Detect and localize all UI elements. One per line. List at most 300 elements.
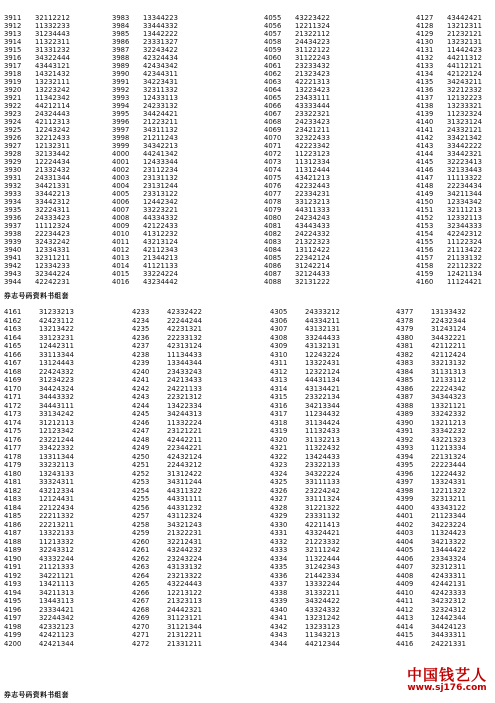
- serial-number: 4009: [112, 222, 130, 230]
- code-value: 43443433: [295, 222, 330, 230]
- serial-number: 4176: [4, 435, 22, 444]
- code-value: 31121344: [167, 622, 202, 631]
- serial-number: 4164: [4, 333, 22, 342]
- serial-number: 4084: [264, 246, 282, 254]
- serial-number: 4011: [112, 238, 130, 246]
- code-value: 42332422: [167, 308, 202, 316]
- code-value: 12421134: [447, 270, 482, 278]
- serial-number: 4242: [132, 384, 150, 393]
- serial-number: 4309: [270, 342, 288, 350]
- serial-number: 4321: [270, 444, 288, 452]
- code-value: 12243242: [35, 126, 70, 134]
- code-value: 43134421: [305, 384, 340, 393]
- serial-number: 3998: [112, 134, 130, 142]
- code-value: 21312211: [167, 631, 202, 639]
- code-value: 32311211: [35, 254, 70, 262]
- serial-number: 3928: [4, 150, 22, 158]
- code-value: 44112121: [447, 62, 482, 70]
- serial-number: 4008: [112, 214, 130, 222]
- serial-number: 3925: [4, 126, 22, 134]
- code-value: 33244433: [305, 333, 340, 342]
- code-value: 44311322: [167, 486, 202, 495]
- code-value: 34324422: [305, 597, 340, 605]
- serial-number: 4255: [132, 495, 150, 503]
- code-value: 33444332: [143, 22, 178, 30]
- serial-number: 4131: [416, 46, 434, 54]
- serial-number: 4016: [112, 278, 130, 286]
- serial-number: 3988: [112, 54, 130, 62]
- code-value: 43112324: [167, 512, 202, 520]
- serial-number: 4404: [396, 537, 414, 546]
- code-value: 42122124: [447, 70, 482, 78]
- serial-number: 4087: [264, 270, 282, 278]
- serial-number: 3926: [4, 134, 22, 142]
- serial-number: 4169: [4, 376, 22, 384]
- serial-number: 4165: [4, 342, 22, 350]
- code-value: 13232111: [35, 78, 70, 86]
- code-value: 32212433: [35, 134, 70, 142]
- code-value: 24333423: [35, 214, 70, 222]
- code-value: 42313124: [167, 342, 202, 350]
- code-value: 44212344: [305, 639, 340, 648]
- serial-number: 4141: [416, 126, 434, 134]
- code-value: 31243124: [431, 325, 466, 333]
- code-value: 22342124: [295, 254, 330, 262]
- serial-number: 3912: [4, 22, 22, 30]
- serial-number: 4381: [396, 342, 414, 350]
- serial-number: 4136: [416, 86, 434, 94]
- serial-number: 4184: [4, 503, 22, 512]
- code-value: 13322133: [39, 529, 74, 537]
- code-value: 44431134: [305, 376, 340, 384]
- serial-number: 3944: [4, 278, 22, 286]
- serial-number: 4155: [416, 238, 434, 246]
- serial-number: 4192: [4, 571, 22, 580]
- code-value: 31122122: [295, 46, 330, 54]
- code-value: 42112313: [35, 118, 70, 126]
- serial-number: 4330: [270, 520, 288, 529]
- code-value: 32112212: [35, 14, 70, 22]
- site-watermark: [407, 668, 487, 693]
- code-value: 23112234: [143, 166, 178, 174]
- code-value: 42112211: [431, 342, 466, 350]
- serial-number: 4002: [112, 166, 130, 174]
- code-value: 22334231: [295, 190, 330, 198]
- code-value: 13444422: [431, 546, 466, 554]
- serial-number: 4416: [396, 639, 414, 648]
- code-value: 41121133: [143, 262, 178, 270]
- serial-number: 3983: [112, 14, 130, 22]
- code-value: 12334233: [35, 262, 70, 270]
- serial-number: 4387: [396, 393, 414, 401]
- code-value: 23224242: [305, 486, 340, 495]
- code-value: 11234432: [305, 410, 340, 418]
- code-value: 23334421: [39, 605, 74, 614]
- serial-number: 4393: [396, 444, 414, 452]
- serial-number: 4189: [4, 546, 22, 554]
- serial-number: 4405: [396, 546, 414, 554]
- serial-number: 4392: [396, 435, 414, 444]
- serial-number: 4252: [132, 469, 150, 478]
- serial-number: 4012: [112, 246, 130, 254]
- serial-number: 4179: [4, 461, 22, 469]
- serial-number: 4384: [396, 367, 414, 376]
- serial-number: 4200: [4, 639, 22, 648]
- serial-number: 3992: [112, 86, 130, 94]
- serial-number: 4402: [396, 520, 414, 529]
- serial-number: 3911: [4, 14, 22, 22]
- code-value: 24332121: [447, 126, 482, 134]
- serial-number: 4196: [4, 605, 22, 614]
- serial-number: 4388: [396, 401, 414, 410]
- code-value: 32212332: [447, 86, 482, 94]
- serial-number: 4333: [270, 546, 288, 554]
- code-value: 33111133: [305, 478, 340, 486]
- serial-number: 4157: [416, 254, 434, 262]
- serial-number: 4317: [270, 410, 288, 418]
- serial-number: 4197: [4, 614, 22, 622]
- serial-number: 4260: [132, 537, 150, 546]
- code-value: 33123213: [295, 198, 330, 206]
- code-value: 12442311: [39, 342, 74, 350]
- serial-number: 4243: [132, 393, 150, 401]
- code-value: 22424332: [39, 367, 74, 376]
- serial-number: 4407: [396, 563, 414, 571]
- serial-number: 4076: [264, 182, 282, 190]
- code-value: 42231321: [167, 325, 202, 333]
- code-value: 13133432: [431, 308, 466, 316]
- code-value: 12243224: [305, 350, 340, 359]
- serial-number: 4415: [396, 631, 414, 639]
- code-value: 42112343: [143, 246, 178, 254]
- code-value: 11134433: [167, 350, 202, 359]
- code-value: 34342213: [143, 142, 178, 150]
- serial-number: 4195: [4, 597, 22, 605]
- serial-number: 4261: [132, 546, 150, 554]
- code-value: 13443113: [39, 597, 74, 605]
- serial-number: 4380: [396, 333, 414, 342]
- code-value: 43212334: [39, 486, 74, 495]
- serial-number: 4326: [270, 486, 288, 495]
- serial-number: 3990: [112, 70, 130, 78]
- serial-number: 4085: [264, 254, 282, 262]
- serial-number: 4015: [112, 270, 130, 278]
- code-value: 31221322: [305, 503, 340, 512]
- serial-number: 4272: [132, 639, 150, 648]
- serial-number: 3938: [4, 230, 22, 238]
- serial-number: 3935: [4, 206, 22, 214]
- serial-number: 3939: [4, 238, 22, 246]
- serial-number: 4004: [112, 182, 130, 190]
- code-value: 32111213: [447, 206, 482, 214]
- code-value: 34232312: [431, 597, 466, 605]
- code-value: 21223211: [143, 118, 178, 126]
- code-value: 13424433: [305, 452, 340, 461]
- code-value: 33224224: [143, 270, 178, 278]
- block-caption-bottom: 券志号码资料书组套: [4, 691, 69, 699]
- serial-number: 4249: [132, 444, 150, 452]
- code-value: 31123121: [167, 614, 202, 622]
- serial-number: 4246: [132, 418, 150, 427]
- serial-number: 4327: [270, 495, 288, 503]
- code-value: 33442321: [447, 150, 482, 158]
- code-value: 42432124: [167, 452, 202, 461]
- code-value: 43132131: [305, 325, 340, 333]
- code-value: 33442312: [35, 198, 70, 206]
- serial-number: 4128: [416, 22, 434, 30]
- serial-number: 4139: [416, 110, 434, 118]
- code-value: 21323423: [295, 70, 330, 78]
- serial-number: 4306: [270, 316, 288, 325]
- code-value: 21323113: [167, 597, 202, 605]
- serial-number: 4377: [396, 308, 414, 316]
- code-value: 24434223: [295, 38, 330, 46]
- serial-number: 4188: [4, 537, 22, 546]
- serial-number: 3931: [4, 174, 22, 182]
- code-value: 11342342: [35, 94, 70, 102]
- code-value: 43443121: [35, 62, 70, 70]
- serial-number: 4006: [112, 198, 130, 206]
- serial-number: 4150: [416, 198, 434, 206]
- code-value: 12224432: [431, 469, 466, 478]
- serial-number: 4241: [132, 376, 150, 384]
- code-value: 32344333: [447, 222, 482, 230]
- serial-number: 4256: [132, 503, 150, 512]
- serial-number: 4408: [396, 571, 414, 580]
- code-value: 13233123: [305, 622, 340, 631]
- code-value: 11124421: [447, 278, 482, 286]
- code-value: 43333444: [295, 102, 330, 110]
- code-value: 32212431: [167, 537, 202, 546]
- serial-number: 4268: [132, 605, 150, 614]
- code-value: 21123344: [431, 512, 466, 520]
- serial-number: 4382: [396, 350, 414, 359]
- code-value: 42423333: [431, 588, 466, 597]
- code-value: 22211332: [39, 512, 74, 520]
- code-value: 11223123: [295, 150, 330, 158]
- code-value: 13322431: [305, 359, 340, 367]
- serial-number: 4081: [264, 222, 282, 230]
- serial-number: 4262: [132, 554, 150, 563]
- serial-number: 4383: [396, 359, 414, 367]
- code-value: 34223224: [431, 520, 466, 529]
- code-value: 14321432: [35, 70, 70, 78]
- code-value: 13421113: [39, 580, 74, 588]
- code-value: 44334332: [143, 214, 178, 222]
- code-value: 42324434: [143, 54, 178, 62]
- serial-number: 3985: [112, 30, 130, 38]
- code-value: 13212311: [447, 22, 482, 30]
- serial-number: 4318: [270, 418, 288, 427]
- code-value: 13243133: [39, 469, 74, 478]
- serial-number: 3923: [4, 110, 22, 118]
- code-value: 21232121: [447, 30, 482, 38]
- code-value: 34424324: [39, 384, 74, 393]
- code-value: 13112422: [295, 246, 330, 254]
- code-value: 13344223: [143, 14, 178, 22]
- code-value: 34223431: [143, 78, 178, 86]
- code-value: 43421213: [295, 174, 330, 182]
- serial-number: 4237: [132, 342, 150, 350]
- code-value: 22234434: [447, 182, 482, 190]
- code-value: 12433113: [143, 94, 178, 102]
- code-value: 11213332: [39, 537, 74, 546]
- serial-number: 4187: [4, 529, 22, 537]
- serial-number: 4130: [416, 38, 434, 46]
- serial-number: 4386: [396, 384, 414, 393]
- code-value: 44241342: [143, 150, 178, 158]
- serial-number: 4233: [132, 308, 150, 316]
- code-value: 11312444: [295, 166, 330, 174]
- serial-number: 4332: [270, 537, 288, 546]
- code-value: 43234442: [143, 278, 178, 286]
- code-value: 34424123: [431, 622, 466, 631]
- code-value: 24224332: [295, 230, 330, 238]
- code-value: 33442213: [35, 190, 70, 198]
- code-value: 24324443: [35, 110, 70, 118]
- code-value: 31312422: [167, 469, 202, 478]
- serial-number: 4414: [396, 622, 414, 631]
- code-value: 42211413: [305, 520, 340, 529]
- serial-number: 3994: [112, 102, 130, 110]
- serial-number: 4167: [4, 359, 22, 367]
- serial-number: 4251: [132, 461, 150, 469]
- serial-number: 4236: [132, 333, 150, 342]
- serial-number: 4240: [132, 367, 150, 376]
- code-value: 34432221: [431, 333, 466, 342]
- serial-number: 4342: [270, 622, 288, 631]
- code-value: 31242214: [295, 262, 330, 270]
- serial-number: 4313: [270, 376, 288, 384]
- serial-number: 4339: [270, 597, 288, 605]
- serial-number: 4149: [416, 190, 434, 198]
- serial-number: 4239: [132, 359, 150, 367]
- code-value: 24331344: [35, 174, 70, 182]
- code-value: 33442222: [447, 142, 482, 150]
- serial-number: 4378: [396, 316, 414, 325]
- serial-number: 4127: [416, 14, 434, 22]
- code-value: 11322311: [35, 38, 70, 46]
- code-value: 42421123: [39, 631, 74, 639]
- code-value: 13311344: [39, 452, 74, 461]
- serial-number: 4263: [132, 563, 150, 571]
- serial-number: 3937: [4, 222, 22, 230]
- serial-number: 4394: [396, 452, 414, 461]
- code-value: 43223422: [295, 14, 330, 22]
- code-value: 31212113: [39, 418, 74, 427]
- serial-number: 4305: [270, 308, 288, 316]
- code-value: 23322134: [305, 393, 340, 401]
- code-value: 21322231: [167, 529, 202, 537]
- code-value: 31332211: [305, 588, 340, 597]
- serial-number: 4244: [132, 401, 150, 410]
- serial-number: 4191: [4, 563, 22, 571]
- code-value: 24213433: [167, 376, 202, 384]
- code-value: 31233213: [39, 308, 74, 316]
- serial-number: 4158: [416, 262, 434, 270]
- serial-number: 4390: [396, 418, 414, 427]
- serial-number: 4152: [416, 214, 434, 222]
- code-value: 24221133: [167, 384, 202, 393]
- serial-number: 3930: [4, 166, 22, 174]
- serial-number: 4403: [396, 529, 414, 537]
- code-value: 23322133: [305, 461, 340, 469]
- serial-number: 3997: [112, 126, 130, 134]
- code-value: 42423112: [39, 316, 74, 325]
- code-value: 12442344: [431, 614, 466, 622]
- code-value: 24233423: [295, 118, 330, 126]
- code-value: 44331232: [167, 503, 202, 512]
- serial-number: 4132: [416, 54, 434, 62]
- code-value: 23421211: [295, 126, 330, 134]
- serial-number: 4172: [4, 401, 22, 410]
- serial-number: 4410: [396, 588, 414, 597]
- serial-number: 4198: [4, 622, 22, 631]
- code-value: 31323124: [447, 118, 482, 126]
- serial-number: 4310: [270, 350, 288, 359]
- code-value: 44331111: [167, 495, 202, 503]
- serial-number: 4340: [270, 605, 288, 614]
- serial-number: 4343: [270, 631, 288, 639]
- serial-number: 3936: [4, 214, 22, 222]
- serial-number: 4137: [416, 94, 434, 102]
- code-value: 33213132: [431, 359, 466, 367]
- code-value: 23213322: [167, 571, 202, 580]
- code-value: 24333212: [305, 308, 340, 316]
- code-value: 31234223: [39, 376, 74, 384]
- code-value: 34443111: [39, 401, 74, 410]
- serial-number: 4013: [112, 254, 130, 262]
- code-value: 34322224: [305, 469, 340, 478]
- serial-number: 4185: [4, 512, 22, 520]
- serial-number: 4250: [132, 452, 150, 461]
- serial-number: 4199: [4, 631, 22, 639]
- serial-number: 4389: [396, 410, 414, 418]
- code-value: 43324421: [305, 529, 340, 537]
- serial-number: 4010: [112, 230, 130, 238]
- code-value: 13332244: [305, 580, 340, 588]
- code-value: 44212114: [35, 102, 70, 110]
- code-value: 31122243: [295, 54, 330, 62]
- serial-number: 3914: [4, 38, 22, 46]
- code-value: 34421331: [35, 182, 70, 190]
- code-value: 33422332: [39, 444, 74, 452]
- serial-number: 4379: [396, 325, 414, 333]
- serial-number: 4312: [270, 367, 288, 376]
- serial-number: 4186: [4, 520, 22, 529]
- serial-number: 4162: [4, 316, 22, 325]
- serial-number: 4193: [4, 580, 22, 588]
- code-value: 22432344: [431, 316, 466, 325]
- code-value: 12123342: [39, 427, 74, 435]
- serial-number: 4247: [132, 427, 150, 435]
- serial-number: 4166: [4, 350, 22, 359]
- code-value: 23331327: [143, 38, 178, 46]
- serial-number: 3996: [112, 118, 130, 126]
- serial-number: 4264: [132, 571, 150, 580]
- serial-number: 4134: [416, 70, 434, 78]
- code-value: 21211243: [143, 134, 178, 142]
- code-value: 33223221: [143, 206, 178, 214]
- code-value: 32133442: [35, 150, 70, 158]
- serial-number: 4171: [4, 393, 22, 401]
- code-value: 11343213: [305, 631, 340, 639]
- serial-number: 4412: [396, 605, 414, 614]
- serial-number: 4400: [396, 503, 414, 512]
- code-value: 11324423: [431, 529, 466, 537]
- serial-number: 4269: [132, 614, 150, 622]
- code-value: 32324312: [431, 605, 466, 614]
